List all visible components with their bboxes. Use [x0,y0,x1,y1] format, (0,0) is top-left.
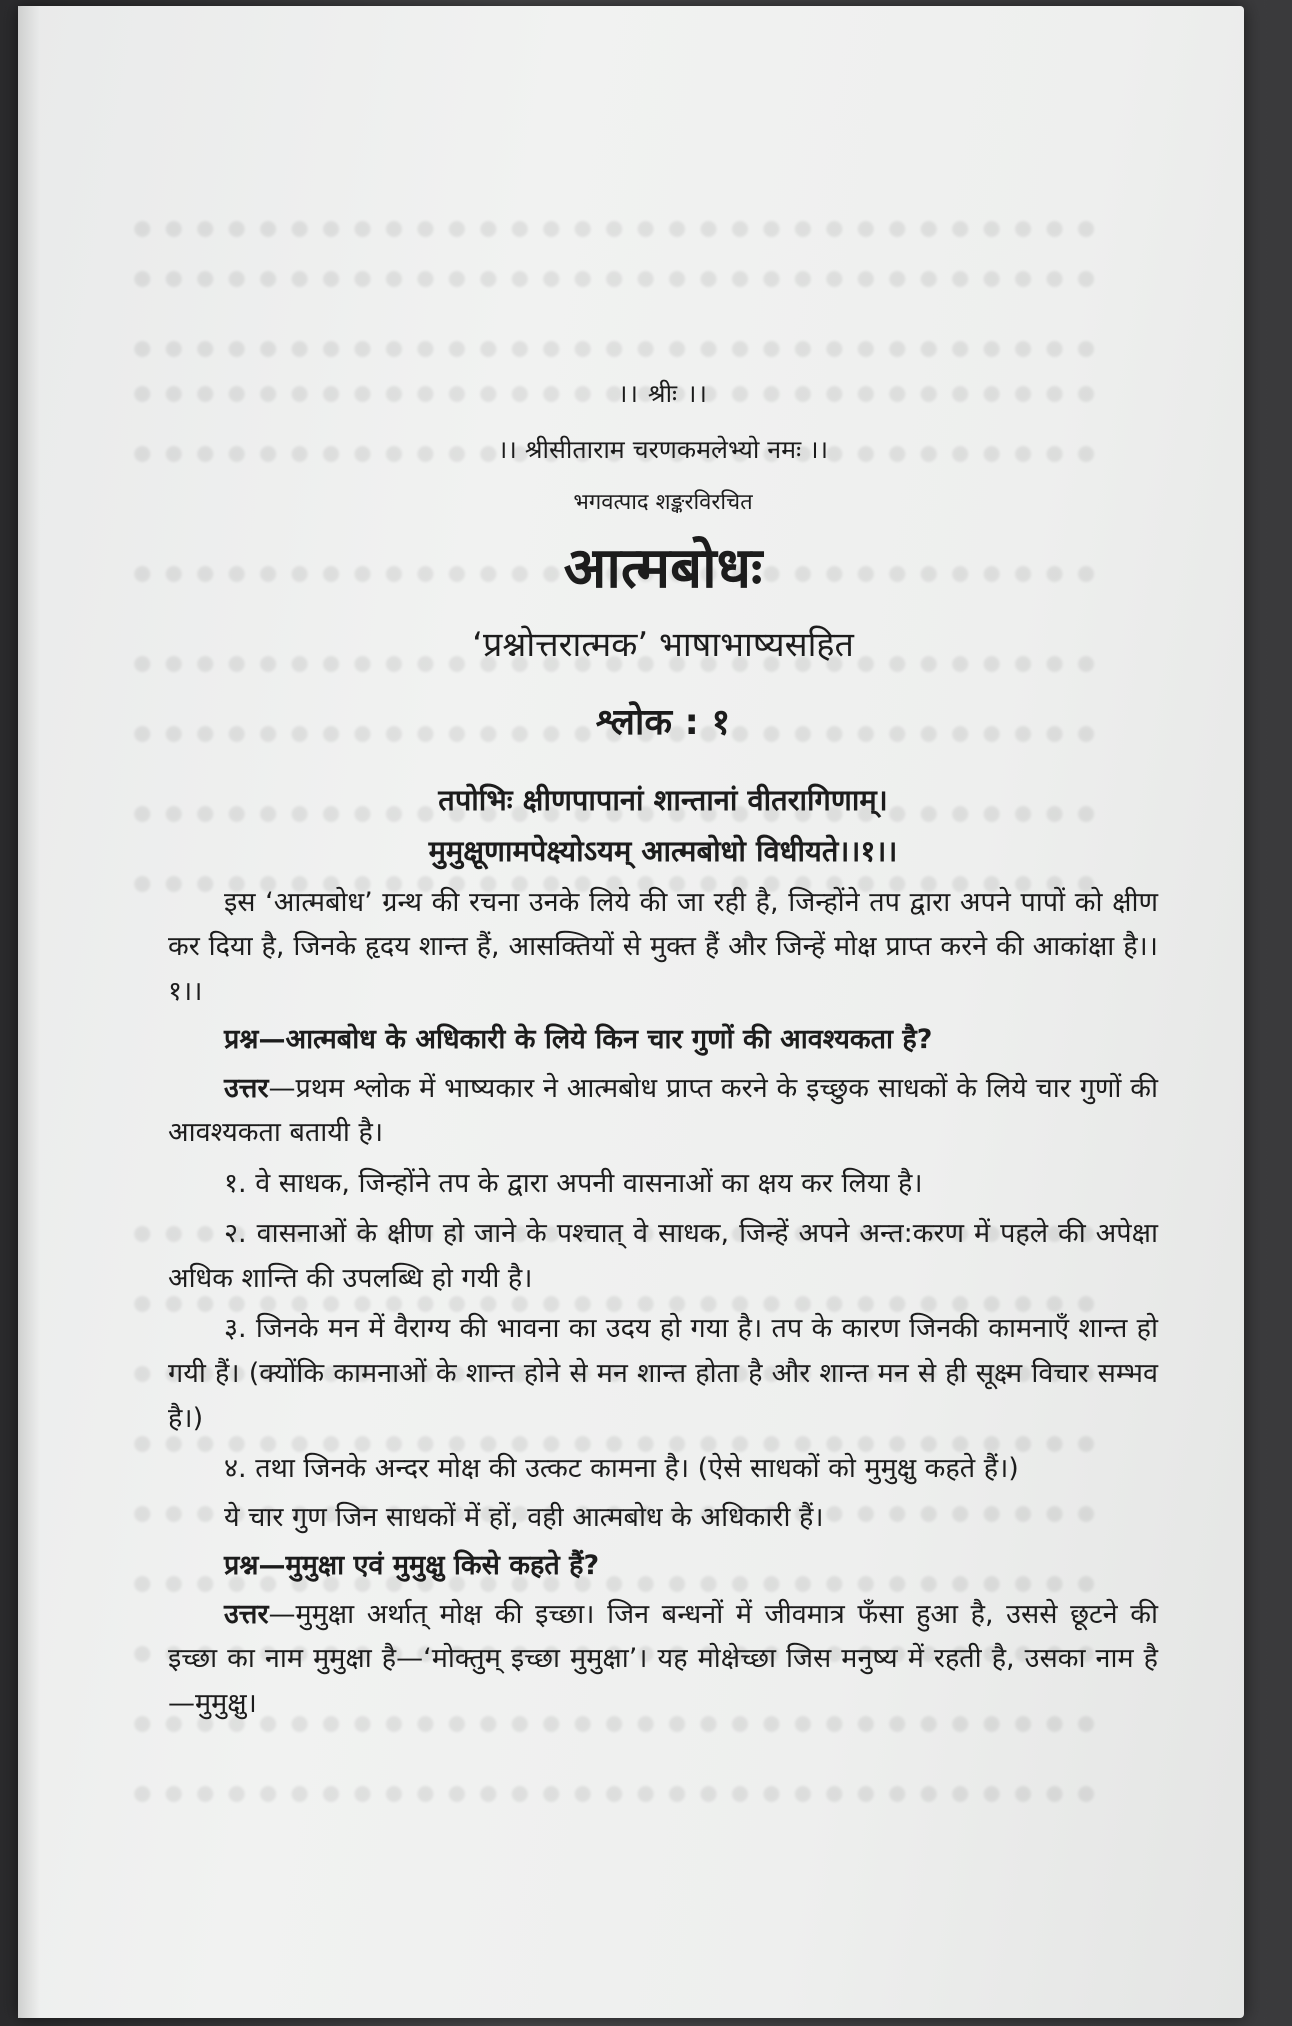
intro-paragraph: इस ‘आत्मबोध’ ग्रन्थ की रचना उनके लिये की जा रही है, जिन्होंने तप द्वारा अपने पापों को क्षीण कर दिया है, जिनके हृदय शान्त हैं, आसक्तियों से मुक्त हैं और जिन्हें मोक्ष प्राप्त करने की आकांक्षा है।।१।। [168,886,1158,1007]
list-item: ४. तथा जिनके अन्दर मोक्ष की उत्कट कामना है। (ऐसे साधकों को मुमुक्षु कहते हैं।) [224,1453,1019,1485]
answer-1-label: उत्तर [224,1072,269,1104]
invocation-sitaram: ।। श्रीसीताराम चरणकमलेभ्यो नमः ।। [497,435,829,464]
book-page [18,6,1244,2018]
book-title: आत्मबोधः [563,536,763,601]
question-2: प्रश्न—मुमुक्षा एवं मुमुक्षु किसे कहते हैं? [224,1550,600,1582]
page-content [168,366,1158,1726]
answer-2-text: —मुमुक्षा अर्थात् मोक्ष की इच्छा। जिन बन्धनों में जीवमात्र फँसा हुआ है, उससे छूटने की इच्छा का नाम मुमुक्षा है—‘मोक्तुम् इच्छा मुमुक्षा’। यह मोक्षेच्छा जिस मनुष्य में रहती है, उसका नाम है—मुमुक्षु। [168,1598,1158,1719]
verse-line-1: तपोभिः क्षीणपापानां शान्तानां वीतरागिणाम्। [438,783,888,817]
summary-line: ये चार गुण जिन साधकों में हों, वही आत्मबोध के अधिकारी हैं। [224,1501,824,1533]
answer-1 [168,1067,1158,1156]
shloka-verse [168,775,1158,877]
book-subtitle: ‘प्रश्नोत्तरात्मक’ भाषाभाष्यसहित [472,625,854,665]
invocation-shri: ।। श्रीः ।। [617,379,709,408]
answer-2 [168,1593,1158,1727]
answer-2-label: उत्तर [224,1598,269,1630]
list-item: ३. जिनके मन में वैराग्य की भावना का उदय हो गया है। तप के कारण जिनकी कामनाएँ शान्त हो गयी हैं। (क्योंकि कामनाओं के शान्त होने से मन शान्त होता है और शान्त मन से ही सूक्ष्म विचार सम्भव है।) [168,1313,1158,1434]
question-1: प्रश्न—आत्मबोध के अधिकारी के लिये किन चार गुणों की आवश्यकता है? [224,1024,933,1056]
verse-line-2: मुमुक्षूणामपेक्ष्योऽयम् आत्मबोधो विधीयते।।१।। [428,833,898,868]
author-byline: भगवत्पाद शङ्करविरचित [573,490,753,515]
list-item: २. वासनाओं के क्षीण हो जाने के पश्चात् वे साधक, जिन्हें अपने अन्त:करण में पहले की अपेक्षा अधिक शान्ति की उपलब्धि हो गयी है। [168,1218,1158,1294]
shloka-heading: श्लोक : १ [595,702,731,743]
answer-1-text: —प्रथम श्लोक में भाष्यकार ने आत्मबोध प्राप्त करने के इच्छुक साधकों के लिये चार गुणों की आवश्यकता बतायी है। [168,1072,1158,1149]
list-item: १. वे साधक, जिन्होंने तप के द्वारा अपनी वासनाओं का क्षय कर लिया है। [224,1167,923,1199]
qualities-list [168,1162,1158,1492]
